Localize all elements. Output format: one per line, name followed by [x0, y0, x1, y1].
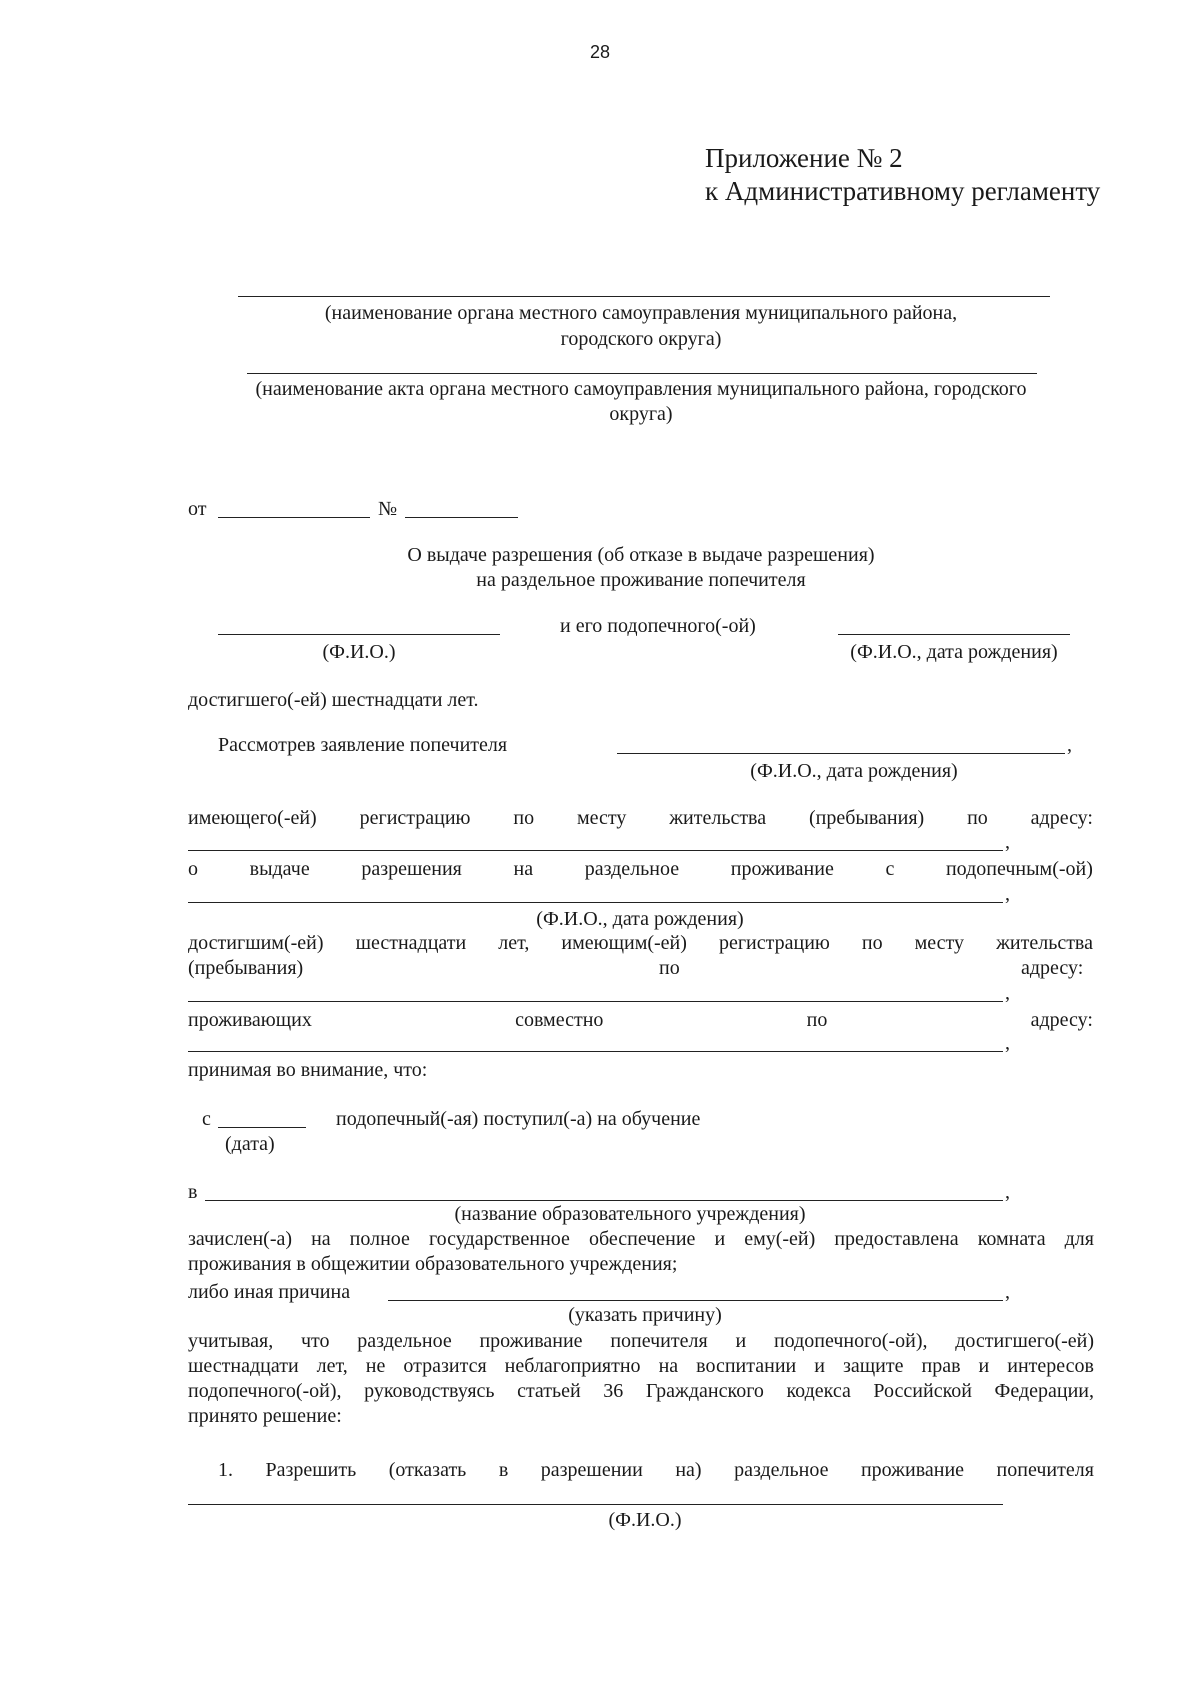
issue-permission-line: о выдаче разрешения на раздельное проживание с подопечным(-ой) — [188, 858, 1093, 880]
decision-item-1: 1. Разрешить (отказать в разрешении на) раздельное проживание попечителя — [218, 1459, 1094, 1481]
number-sign: № — [378, 498, 398, 520]
guardian-address-blank-line — [188, 850, 1003, 851]
stay-by-label: по — [659, 957, 680, 979]
ward-fio-dob-blank-line — [188, 902, 1003, 903]
enrolled-text: подопечный(-ая) поступил(-а) на обучение — [336, 1108, 701, 1130]
considering-application-text: Рассмотрев заявление попечителя — [218, 734, 508, 756]
number-blank-line — [405, 517, 518, 518]
document-title-line-2: на раздельное проживание попечителя — [476, 569, 806, 591]
stay-label: (пребывания) — [188, 957, 304, 979]
guardian-final-fio-caption: (Ф.И.О.) — [608, 1509, 682, 1531]
ward-fio-caption: (Ф.И.О., дата рождения) — [850, 641, 1058, 663]
guardian-application-caption: (Ф.И.О., дата рождения) — [750, 760, 958, 782]
page-number: 28 — [589, 42, 611, 62]
ward-address-blank-line — [188, 1001, 1003, 1002]
date-caption: (дата) — [225, 1133, 275, 1155]
reason-blank-line — [388, 1300, 1003, 1301]
annex-number: Приложение № 2 — [705, 143, 903, 173]
org-name-caption-2: городского округа) — [560, 328, 722, 350]
guardian-fio-blank-line — [218, 634, 500, 635]
ward-registration-line: достигшим(-ей) шестнадцати лет, имеющим(-ей) регистрацию по месту жительства — [188, 932, 1093, 954]
enrolled-paragraph: зачислен(-а) на полное государственное обеспечение и ему(-ей) предоставлена комната для проживания в общежитии образовательного учреждения; — [188, 1228, 1094, 1275]
date-from-label: от — [188, 498, 207, 520]
considering-paragraph: учитывая, что раздельное проживание попечителя и подопечного(-ой), достигшего(-ей) шестнадцати лет, не отразится неблагоприятно на воспитании и защите прав и интересов подопечного(-ой), руководствуясь статьей 36 Гражданского кодекса Российской Федерации, принято решение: — [188, 1330, 1094, 1427]
date-blank-line — [218, 517, 370, 518]
enrollment-date-blank-line — [218, 1127, 306, 1128]
reason-caption: (указать причину) — [568, 1304, 722, 1326]
org-name-caption-1: (наименование органа местного самоуправления муниципального района, — [324, 302, 958, 324]
guardian-fio-caption: (Ф.И.О.) — [322, 641, 396, 663]
joint-address-blank-line — [188, 1051, 1003, 1052]
stay-address-label: адресу: — [1021, 957, 1084, 979]
other-reason-label: либо иная причина — [188, 1281, 351, 1303]
institution-blank-line — [205, 1200, 1003, 1201]
taking-into-account-text: принимая во внимание, что: — [188, 1059, 428, 1081]
org-name-blank-line — [238, 296, 1050, 297]
living-together-line: проживающих совместно по адресу: — [188, 1009, 1093, 1031]
and-ward-label: и его подопечного(-ой) — [560, 615, 756, 637]
act-name-caption-1: (наименование акта органа местного самоуправления муниципального района, городского — [255, 378, 1027, 400]
guardian-application-blank-line — [617, 753, 1065, 754]
act-name-blank-line — [247, 373, 1037, 374]
act-name-caption-2: округа) — [609, 403, 673, 425]
ward-fio-dob-caption: (Ф.И.О., дата рождения) — [536, 908, 744, 930]
guardian-final-fio-blank-line — [188, 1504, 1003, 1505]
since-label: с — [202, 1108, 211, 1130]
annex-reference: к Административному регламенту — [705, 176, 1101, 206]
ward-fio-blank-line — [838, 634, 1070, 635]
institution-caption: (название образовательного учреждения) — [454, 1203, 806, 1225]
in-label: в — [188, 1181, 198, 1203]
reached-sixteen-text: достигшего(-ей) шестнадцати лет. — [188, 689, 479, 711]
annex-heading — [705, 142, 1100, 208]
registered-address-line: имеющего(-ей) регистрацию по месту жительства (пребывания) по адресу: — [188, 807, 1093, 829]
document-title-line-1: О выдаче разрешения (об отказе в выдаче разрешения) — [407, 544, 875, 566]
